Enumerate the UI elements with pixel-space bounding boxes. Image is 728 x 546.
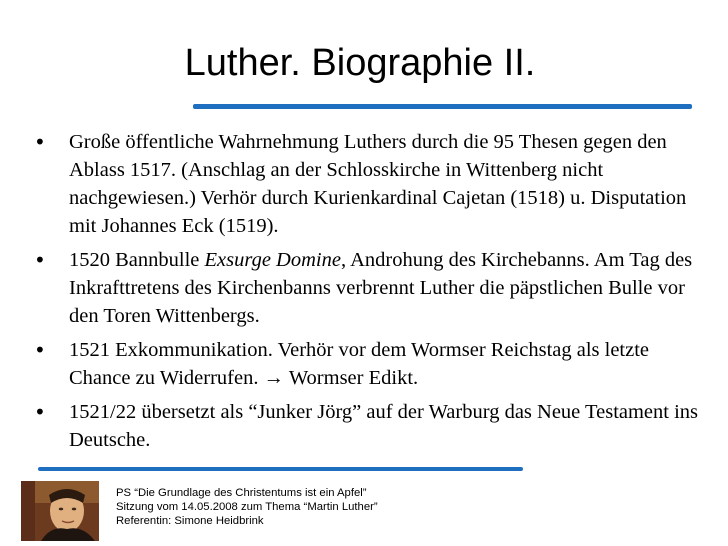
bullet-item [34,398,714,454]
footer-rule [38,467,523,471]
bullet-item [34,336,714,392]
bullet-text: 1521 Exkommunikation. Verhör vor dem Wormser Reichstag als letzte Chance zu Widerrufen. → Wormser Edikt. [69,339,650,389]
luther-portrait-image [21,481,99,541]
footer-seminar: PS “Die Grundlage des Christentums ist ein Apfel” [116,487,367,499]
bullet-text-italic: Exsurge Domine [204,249,341,271]
bullet-text-pre: 1520 Bannbulle [69,249,205,271]
footer-session: Sitzung vom 14.05.2008 zum Thema “Martin Luther” [116,501,378,513]
bullet-text-post: , Androhung des Kirchebanns. Am Tag des Inkrafttretens des Kirchenbanns verbrennt Luther die päpstlichen Bulle vor den Toren Wittenbergs. [69,249,693,327]
bullet-icon: • [34,400,46,424]
bullet-text: Große öffentliche Wahrnehmung Luthers durch die 95 Thesen gegen den Ablass 1517. (Anschlag an der Schlosskirche in Wittenberg nicht nachgewiesen.) Verhör durch Kurienkardinal Cajetan (1518) u. Disputation mit Johannes Eck (1519). [69,131,687,237]
bullet-icon: • [34,248,46,272]
bullet-icon: • [34,130,46,154]
title-underline [193,104,692,109]
footer-info [116,486,516,528]
portrait-graphic [21,481,99,541]
bullet-item [34,128,714,240]
bullet-item [34,246,714,330]
bullet-icon: • [34,338,46,362]
bullet-list [34,128,714,460]
slide-title: Luther. Biographie II. [184,42,536,84]
footer-presenter: Referentin: Simone Heidbrink [116,515,264,527]
bullet-text: 1521/22 übersetzt als “Junker Jörg” auf der Warburg das Neue Testament ins Deutsche. [69,401,699,451]
